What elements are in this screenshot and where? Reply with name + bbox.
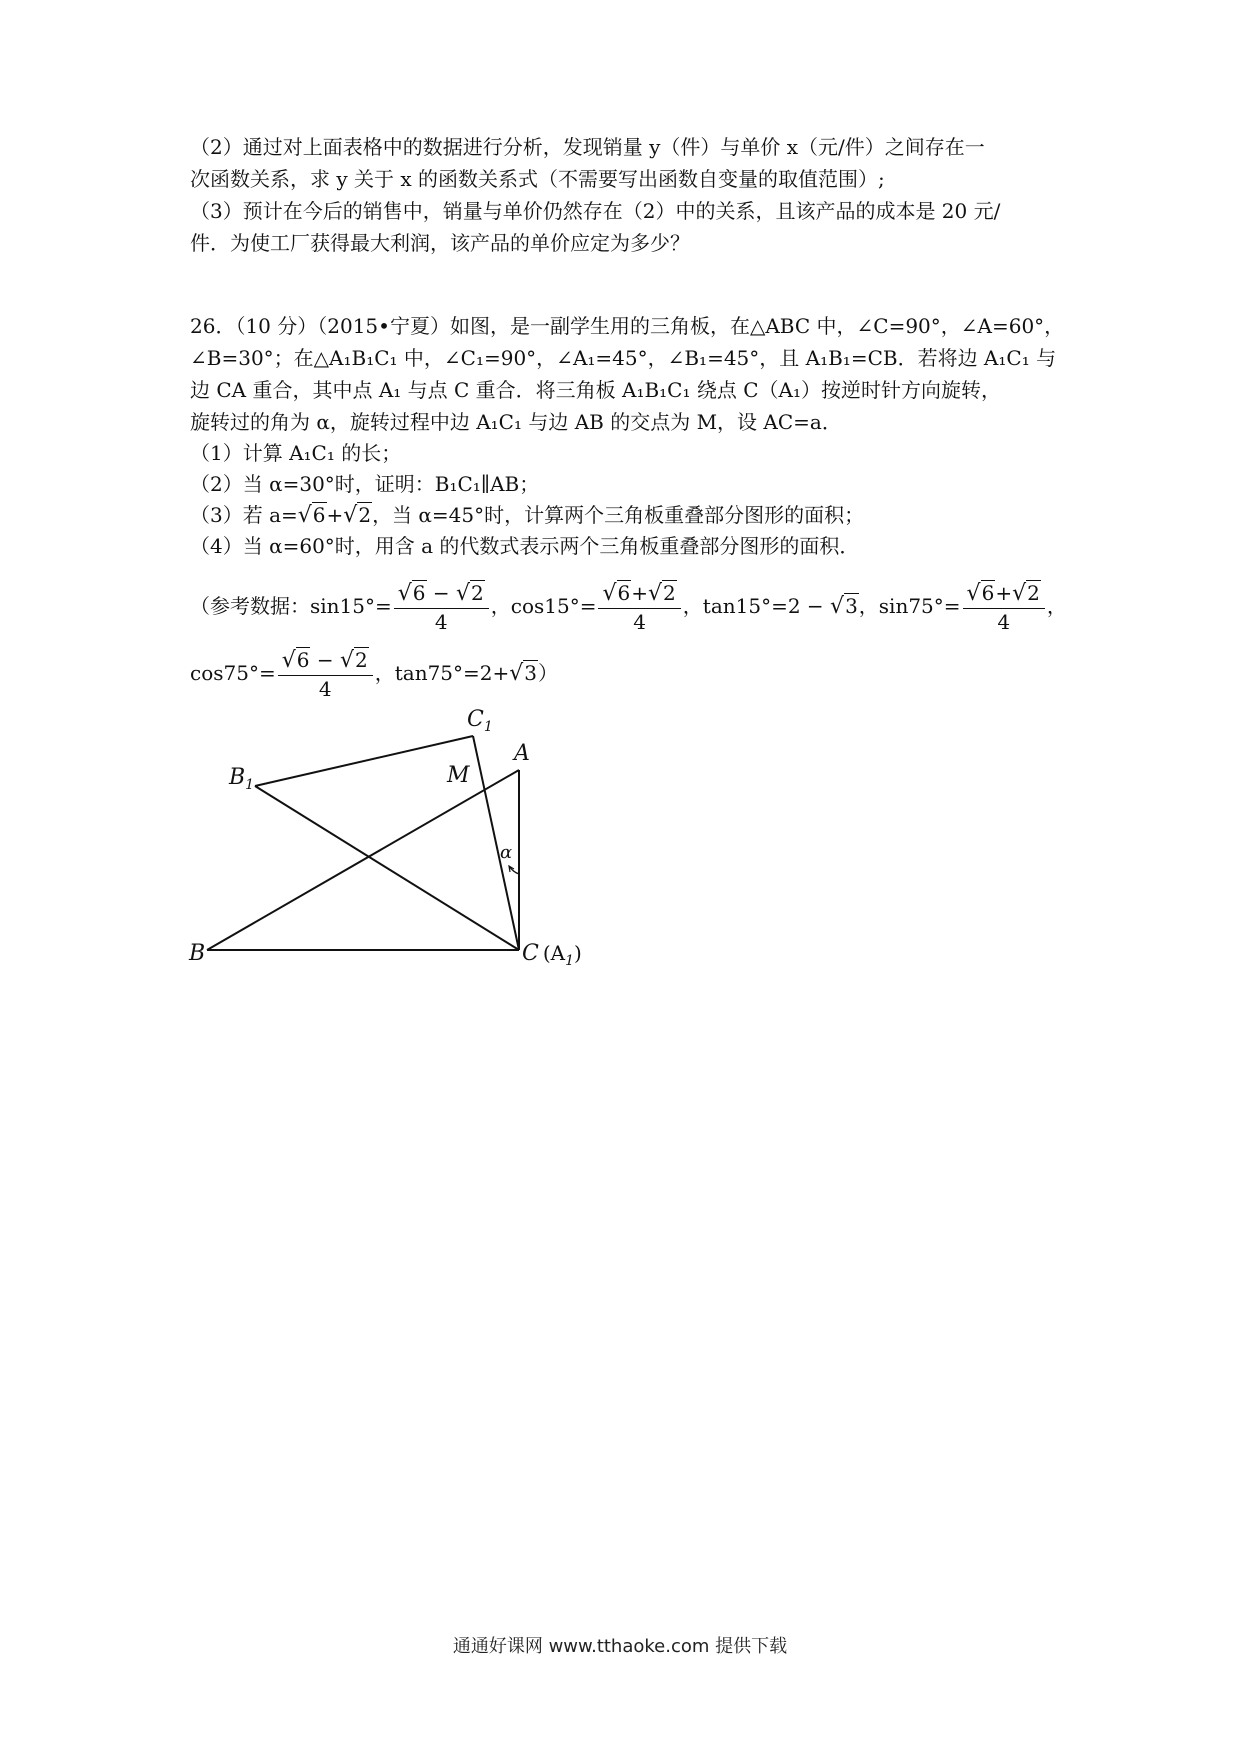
question25-part3-line2: 件．为使工厂获得最大利润，该产品的单价应定为多少？ [190, 231, 690, 255]
question25-part2-line1: （2）通过对上面表格中的数据进行分析，发现销量 y（件）与单价 x（元/件）之间存在一 [190, 135, 985, 159]
question26-part1: （1）计算 A₁C₁ 的长； [190, 441, 402, 465]
segment-b1-c [255, 786, 519, 950]
cos75-fraction: $\frac{√6 - √2}{4}$ [278, 650, 373, 699]
sqrt3: √3 [830, 594, 858, 619]
sin75-fraction: $\frac{√6+√2}{4}$ [963, 583, 1045, 632]
question26-part3: （3）若 a=√6+√2，当 α=45°时，计算两个三角板重叠部分图形的面积； [190, 503, 865, 528]
question25-part2-line2: 次函数关系，求 y 关于 x 的函数关系式（不需要写出函数自变量的取值范围）; [190, 167, 885, 191]
label-b: B [189, 941, 206, 966]
label-m: M [447, 763, 470, 788]
label-a: A [514, 741, 530, 766]
reference-data-line1: （参考数据：sin15°= $\frac{√6 - √2}{4}$ ，cos15°= $\frac{√6+√2}{4}$ ，tan15°=2 − √3，sin75°= $\frac{√6+√2}{4}$ ， [190, 581, 1067, 634]
question26-line2: ∠B=30°；在△A₁B₁C₁ 中，∠C₁=90°，∠A₁=45°，∠B₁=45°，且 A₁B₁=CB．若将边 A₁C₁ 与 [190, 346, 1057, 370]
question26-line1: 26．（10 分）（2015•宁夏）如图，是一副学生用的三角板，在△ABC 中，∠C=90°，∠A=60°， [190, 314, 1065, 338]
segment-b-a [207, 770, 519, 950]
question25-part3-line1: （3）预计在今后的销售中，销量与单价仍然存在（2）中的关系，且该产品的成本是 20 元/ [190, 199, 1001, 223]
label-c1: $C_1$ [467, 707, 493, 735]
sin15-fraction: $\frac{√6 - √2}{4}$ [394, 583, 489, 632]
cos15-fraction: $\frac{√6+√2}{4}$ [598, 583, 680, 632]
reference-data-line2: cos75°= $\frac{√6 - √2}{4}$ ，tan75°=2+√3） [190, 648, 559, 701]
segment-b1-c1 [255, 736, 473, 786]
question26-part2: （2）当 α=30°时，证明：B₁C₁∥AB； [190, 472, 540, 496]
label-alpha: α [500, 842, 513, 863]
question26-line4: 旋转过的角为 α，旋转过程中边 A₁C₁ 与边 AB 的交点为 M，设 AC=a． [190, 410, 842, 434]
question26-line3: 边 CA 重合，其中点 A₁ 与点 C 重合．将三角板 A₁B₁C₁ 绕点 C（A₁）按逆时针方向旋转， [190, 378, 1001, 402]
sqrt2: √2 [343, 503, 372, 528]
sqrt6: √6 [297, 503, 326, 528]
label-b1: $B_1$ [229, 765, 255, 793]
footer-source: 通通好课网 www.tthaoke.com 提供下载 [452, 1636, 788, 1657]
label-c-a1: C $(A_1)$ [522, 941, 582, 969]
sqrt3-tan75: √3 [509, 661, 538, 686]
question26-part4: （4）当 α=60°时，用含 a 的代数式表示两个三角板重叠部分图形的面积． [190, 534, 860, 558]
